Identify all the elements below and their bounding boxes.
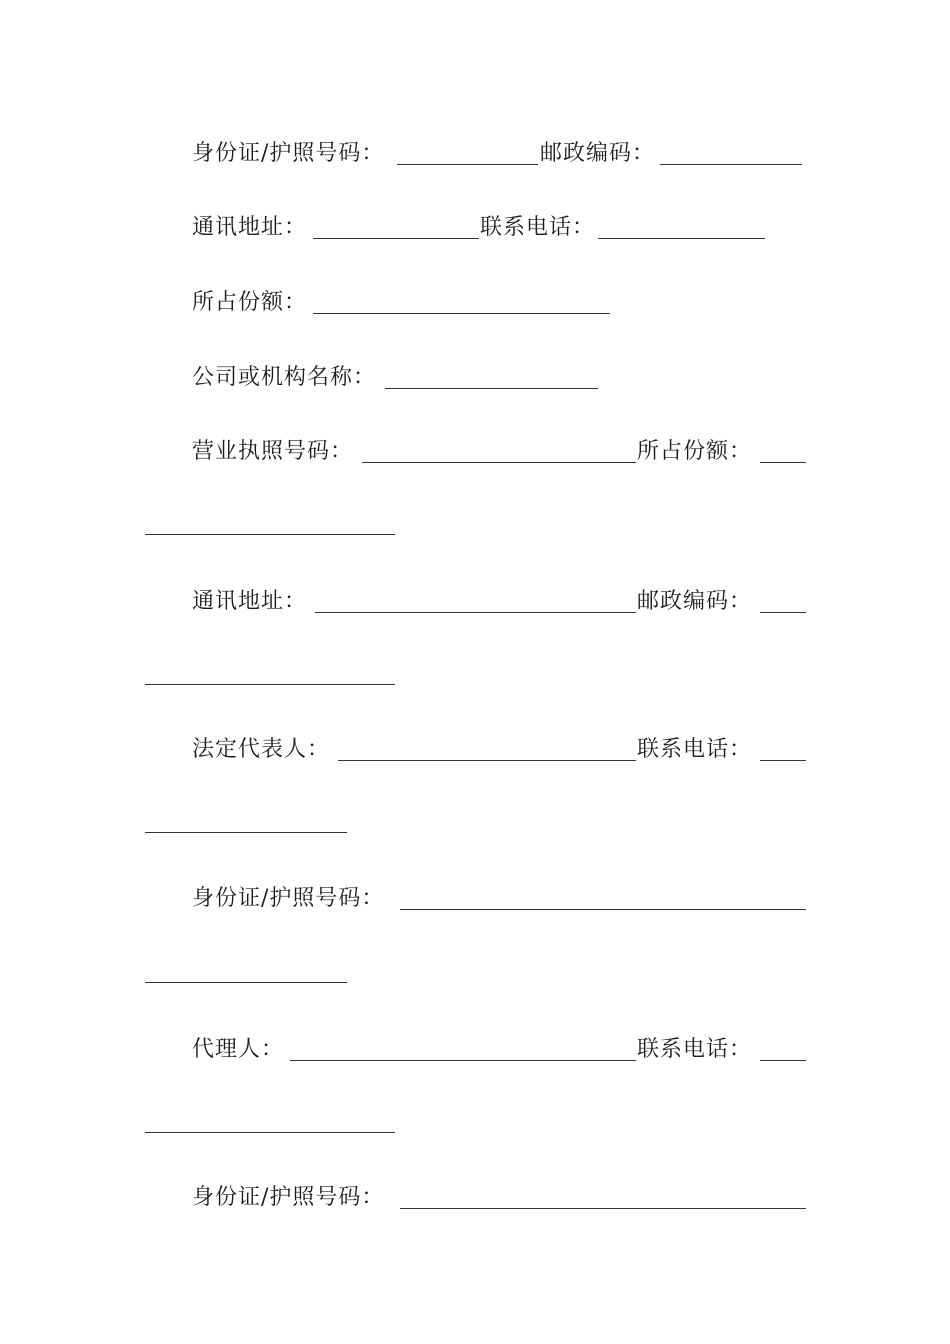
- postcode-blank[interactable]: [660, 164, 802, 165]
- agent-id-blank[interactable]: [400, 1208, 806, 1209]
- company-address-label: 通讯地址：: [192, 589, 308, 614]
- form-row-legal-rep-phone: [0, 733, 950, 767]
- legal-rep-id-blank-continued[interactable]: [145, 982, 347, 983]
- agent-phone-blank-continued[interactable]: [145, 1132, 395, 1133]
- form-row-company-address-postcode: [0, 585, 950, 619]
- form-row-license-share: [0, 435, 950, 469]
- agent-phone-blank[interactable]: [760, 1060, 806, 1061]
- form-row-id-postcode: [0, 137, 950, 171]
- legal-rep-phone-label: 联系电话：: [637, 737, 753, 762]
- address-blank[interactable]: [313, 238, 479, 239]
- address-label: 通讯地址：: [192, 215, 308, 240]
- company-postcode-label: 邮政编码：: [637, 589, 753, 614]
- agent-id-label: 身份证/护照号码：: [192, 1185, 385, 1210]
- form-row-company-name: [0, 361, 950, 395]
- form-row-share: [0, 286, 950, 320]
- agent-label: 代理人：: [192, 1037, 285, 1062]
- legal-rep-phone-blank-continued[interactable]: [145, 832, 347, 833]
- company-address-blank[interactable]: [315, 612, 636, 613]
- company-share-label: 所占份额：: [637, 439, 753, 464]
- legal-rep-phone-blank[interactable]: [760, 760, 806, 761]
- legal-representative-blank[interactable]: [338, 760, 636, 761]
- legal-rep-id-blank[interactable]: [400, 909, 806, 910]
- id-passport-label: 身份证/护照号码：: [192, 141, 385, 166]
- agent-blank[interactable]: [290, 1060, 636, 1061]
- company-name-label: 公司或机构名称：: [192, 365, 377, 390]
- agent-phone-label: 联系电话：: [637, 1037, 753, 1062]
- form-row-address-phone: [0, 211, 950, 245]
- phone-blank[interactable]: [598, 238, 765, 239]
- share-label: 所占份额：: [192, 290, 308, 315]
- id-passport-blank[interactable]: [397, 164, 538, 165]
- form-row-agent-id: [0, 1181, 950, 1215]
- postcode-label: 邮政编码：: [540, 141, 656, 166]
- form-row-agent-phone: [0, 1033, 950, 1067]
- company-share-blank[interactable]: [760, 462, 806, 463]
- form-row-legal-rep-id: [0, 882, 950, 916]
- business-license-label: 营业执照号码：: [192, 439, 354, 464]
- company-postcode-blank-continued[interactable]: [145, 684, 395, 685]
- business-license-blank[interactable]: [362, 462, 636, 463]
- phone-label: 联系电话：: [480, 215, 596, 240]
- company-share-blank-continued[interactable]: [145, 534, 395, 535]
- legal-representative-label: 法定代表人：: [192, 737, 331, 762]
- legal-rep-id-label: 身份证/护照号码：: [192, 886, 385, 911]
- share-blank[interactable]: [313, 313, 610, 314]
- company-name-blank[interactable]: [385, 388, 598, 389]
- company-postcode-blank[interactable]: [760, 612, 806, 613]
